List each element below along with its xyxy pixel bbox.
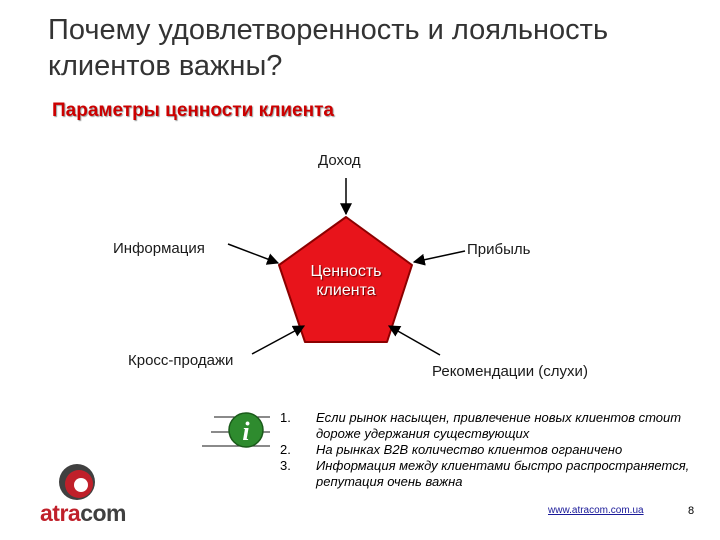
note-text: На рынках B2B количество клиентов ограничено [316,442,623,457]
note-item [280,442,700,458]
note-text: Если рынок насыщен, привлечение новых клиентов стоит дороже удержания существующих [316,410,682,441]
note-number: 3. [280,458,291,473]
footer-url-link[interactable]: www.atracom.com.ua [548,505,644,516]
note-number: 2. [280,442,291,457]
label-left: Информация [113,240,205,257]
label-right: Прибыль [467,241,531,258]
note-item [280,458,700,490]
note-item [280,410,700,442]
pentagon-center-label: Ценность клиента [310,263,382,299]
label-top: Доход [318,152,361,169]
slide-subtitle: Параметры ценности клиента [52,100,334,121]
info-icon [202,413,270,447]
atracom-logo [40,500,126,527]
arrow-bottom-left [252,326,304,354]
arrow-right [414,251,465,262]
note-text: Информация между клиентами быстро распространяется, репутация очень важна [316,458,690,489]
arrow-bottom-right [389,326,440,355]
note-number: 1. [280,410,291,425]
logo-text-b: com [80,500,126,526]
notes-list [280,410,700,490]
label-bottom-left: Кросс-продажи [128,352,234,369]
slide-title: Почему удовлетворенность и лояльность клиентов важны? [48,14,609,82]
page-number: 8 [688,505,695,517]
svg-text:i: i [242,417,250,446]
arrow-left [228,244,278,263]
label-bottom-right: Рекомендации (слухи) [432,363,588,380]
atracom-logo-mark [59,464,95,500]
logo-text-a: atra [40,500,81,526]
